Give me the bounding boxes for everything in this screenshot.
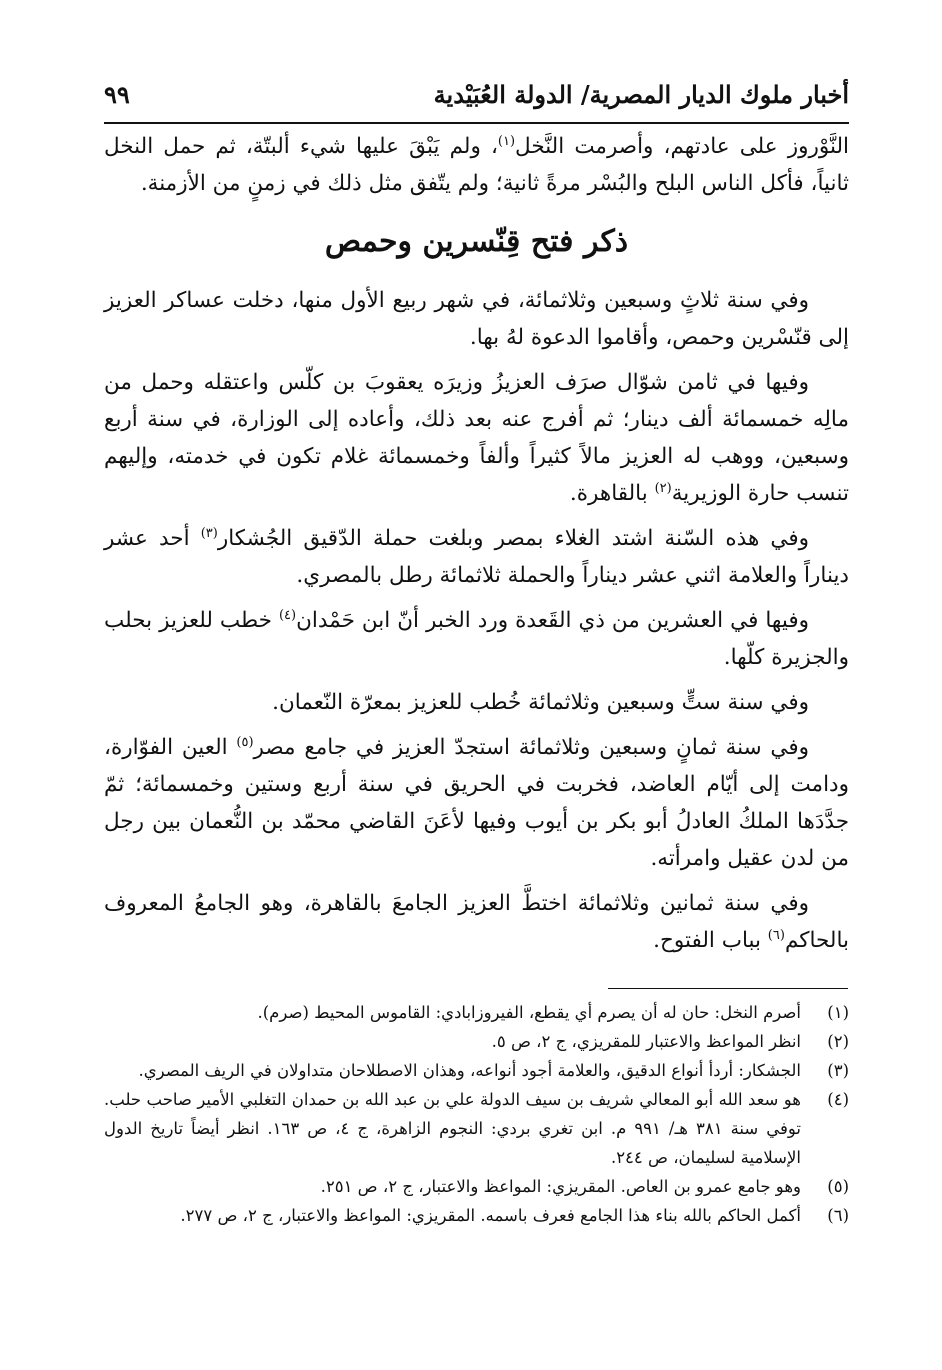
footnote-ref-4: (٤) <box>278 607 297 623</box>
footnote-number: (٢) <box>827 1032 849 1051</box>
footnote-4 <box>104 1085 849 1172</box>
paragraph-2 <box>104 364 849 512</box>
paragraph-7 <box>104 885 849 959</box>
footnote-1 <box>104 998 849 1027</box>
paragraph-5: وفي سنة ستٍّ وسبعين وثلاثمائة خُطب للعزيز بمعرّة النّعمان. <box>272 690 809 715</box>
paragraph-7-text-a: وفي سنة ثمانين وثلاثمائة اختطَّ العزيز الجامعَ بالقاهرة، وهو الجامعُ المعروف بالحاكم <box>104 891 849 953</box>
intro-paragraph <box>104 128 849 202</box>
footnote-ref-6: (٦) <box>767 927 785 943</box>
footnote-text: أكمل الحاكم بالله بناء هذا الجامع فعرف باسمه. المقريزي: المواعظ والاعتبار، ج ٢، ص ٢٧٧. <box>180 1206 801 1225</box>
intro-text-part-1: النَّوْروز على عادتهم، وأصرمت النَّخل <box>515 134 849 159</box>
paragraph-1: وفي سنة ثلاثٍ وسبعين وثلاثمائة، في شهر ربيع الأول منها، دخلت عساكر العزيز إلى قنّسْرين وحمص، وأقاموا الدعوة لهُ بها. <box>104 288 849 350</box>
footnote-number: (٤) <box>827 1090 849 1109</box>
footnote-text: هو سعد الله أبو المعالي شريف بن سيف الدولة علي بن عبد الله بن حمدان التغلبي الأمير صاحب حلب. توفي سنة ٣٨١ هـ/ ٩٩١ م. ابن تغري بردي: النجوم الزاهرة، ج ٤، ص ١٦٣. انظر أيضاً تاريخ الدول الإسلامية لسليمان، ص ٢٤٤. <box>104 1090 801 1167</box>
footnote-text: الجشكار: أردأ أنواع الدقيق، والعلامة أجود أنواعه، وهذان الاصطلاحان متداولان في الريف المصري. <box>138 1061 801 1080</box>
footnote-number: (١) <box>827 1003 849 1022</box>
footnote-2 <box>104 1027 849 1056</box>
footnote-6 <box>104 1201 849 1230</box>
paragraph-3-text-a: وفي هذه السّنة اشتد الغلاء بمصر وبلغت حملة الدّقيق الجُشكار <box>217 526 809 551</box>
footnote-text: أصرم النخل: حان له أن يصرم أي يقطع، الفيروزابادي: القاموس المحيط (صرم). <box>257 1003 801 1022</box>
paragraph-3-text-b: أحد عشر ديناراً والعلامة اثني عشر ديناراً والحملة ثلاثمائة رطل بالمصري. <box>104 526 849 588</box>
footnote-ref-5: (٥) <box>236 734 254 750</box>
footnote-number: (٣) <box>827 1061 849 1080</box>
main-text <box>104 128 849 967</box>
footnotes <box>104 998 849 1230</box>
paragraph-7-text-b: بباب الفتوح. <box>653 928 768 953</box>
footnote-rule <box>608 988 848 989</box>
intro-text-part-2: ، ولم يَبْقَ عليها شيء ألبتّة، ثم حمل النخل ثانياً، فأكل الناس البلح والبُسْر مرةً ثانية؛ ولم يتّفق مثل ذلك في زمنٍ من الأزمنة. <box>104 134 849 196</box>
footnote-ref-2: (٢) <box>654 480 672 496</box>
footnote-text: انظر المواعظ والاعتبار للمقريزي، ج ٢، ص ٥. <box>491 1032 801 1051</box>
page-header <box>104 78 849 118</box>
paragraph-4 <box>104 602 849 676</box>
paragraph-6 <box>104 729 849 877</box>
footnote-ref-1: (١) <box>497 133 516 149</box>
footnote-ref-3: (٣) <box>200 525 218 541</box>
page-number: ٩٩ <box>104 80 130 109</box>
header-rule <box>104 122 849 124</box>
paragraph-6-text-b: العين الفوّارة، ودامت إلى أيّام العاضد، فخربت في الحريق في سنة أربع وستين وخمسمائة؛ ثمّ جدَّدَها الملكُ العادلُ أبو بكر بن أيوب وفيها لأعَنَ القاضي محمّد بن النُّعمان بين رجل من لدن عقيل وامرأته. <box>104 735 849 871</box>
footnote-5 <box>104 1172 849 1201</box>
footnote-text: وهو جامع عمرو بن العاص. المقريزي: المواعظ والاعتبار، ج ٢، ص ٢٥١. <box>320 1177 801 1196</box>
footnote-number: (٦) <box>827 1206 849 1225</box>
section-heading: ذكر فتح قِنّسرين وحمص <box>324 224 629 259</box>
footnote-3 <box>104 1056 849 1085</box>
running-title: أخبار ملوك الديار المصرية/ الدولة العُبَيْدية <box>433 80 849 109</box>
paragraph-2-text-b: بالقاهرة. <box>569 481 655 506</box>
paragraph-2-text-a: وفيها في ثامن شوّال صرَف العزيزُ وزيرَه يعقوبَ بن كلّس واعتقله وحمل من مالِه خمسمائة ألف دينار؛ ثم أفرج عنه بعد ذلك، وأعاده إلى الوزارة، في سنة أربع وسبعين، ووهب له العزيز مالاً كثيراً وألفاً وخمسمائة غلام تكون في خدمته، وإليهم تنسب حارة الوزيرية <box>104 370 849 506</box>
footnote-number: (٥) <box>827 1177 849 1196</box>
paragraph-3 <box>104 520 849 594</box>
paragraph-4-text-b: خطب للعزيز بحلب والجزيرة كلّها. <box>104 608 849 670</box>
paragraph-4-text-a: وفيها في العشرين من ذي القَعدة ورد الخبر أنّ ابن حَمْدان <box>296 608 809 633</box>
paragraph-6-text-a: وفي سنة ثمانٍ وسبعين وثلاثمائة استجدّ العزيز في جامع مصر <box>253 735 809 760</box>
